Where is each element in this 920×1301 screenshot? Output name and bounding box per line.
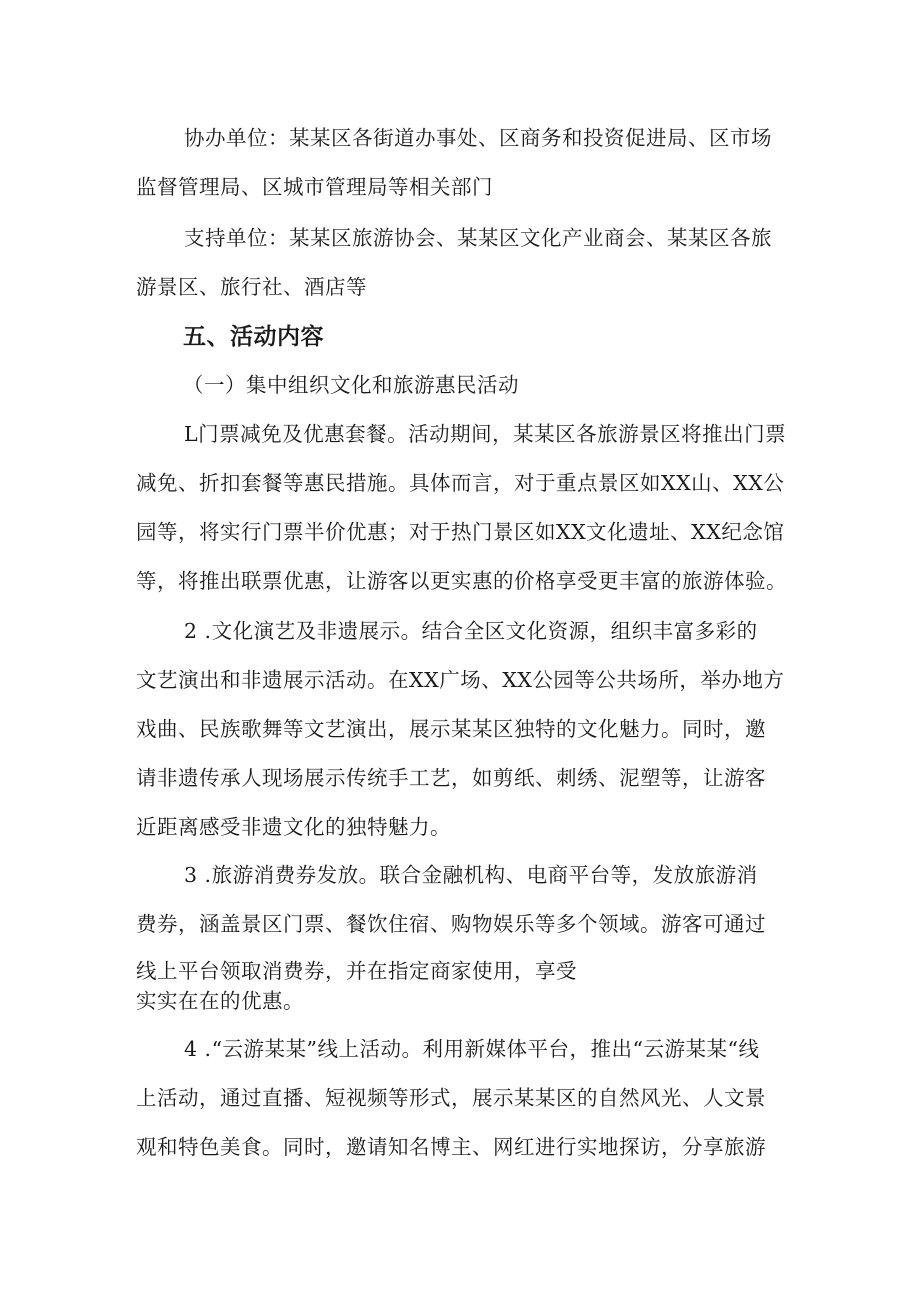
item2-line-4: 请非遗传承人现场展示传统手工艺，如剪纸、刺绣、泥塑等，让游客 [136,766,766,790]
item3-line-2: 费券，涵盖景区门票、餐饮住宿、购物娱乐等多个领域。游客可通过 [136,912,766,936]
item1-line-4: 等，将推出联票优惠，让游客以更实惠的价格享受更丰富的旅游体验。 [136,569,787,593]
item2-line-3: 戏曲、民族歌舞等文艺演出，展示某某区独特的文化魅力。同时，邀 [136,717,766,741]
subsection-heading: （一）集中组织文化和旅游惠民活动 [183,373,519,397]
supporter-line-1: 支持单位：某某区旅游协会、某某区文化产业商会、某某区各旅 [184,226,772,250]
co-organizer-line-2: 监督管理局、区城市管理局等相关部门 [136,175,493,199]
item3-line-4: 实实在在的优惠。 [136,989,304,1013]
item1-line-1: L门票减免及优惠套餐。活动期间，某某区各旅游景区将推出门票 [184,422,787,446]
supporter-line-2: 游景区、旅行社、酒店等 [136,275,367,299]
item1-line-3: 园等，将实行门票半价优惠；对于热门景区如XX文化遗址、XX纪念馆 [136,520,785,544]
item4-line-2: 上活动，通过直播、短视频等形式，展示某某区的自然风光、人文景 [136,1086,766,1110]
item3-line-3: 线上平台领取消费券，并在指定商家使用，享受 [136,959,577,983]
item2-line-5: 近距离感受非遗文化的独特魅力。 [136,815,451,839]
section-heading: 五、活动内容 [183,324,324,350]
item4-line-3: 观和特色美食。同时，邀请知名博主、网红进行实地探访，分享旅游 [136,1135,766,1159]
item2-line-2: 文艺演出和非遗展示活动。在XX广场、XX公园等公共场所，举办地方 [136,668,785,692]
item2-line-1: 2 .文化演艺及非遗展示。结合全区文化资源，组织丰富多彩的 [184,619,758,643]
item3-line-1: 3 .旅游消费券发放。联合金融机构、电商平台等，发放旅游消 [184,863,758,887]
item1-line-2: 减免、折扣套餐等惠民措施。具体而言，对于重点景区如XX山、XX公 [136,471,785,495]
item4-line-1: 4 .“云游某某”线上活动。利用新媒体平台，推出“云游某某“线 [184,1037,760,1061]
co-organizer-line-1: 协办单位：某某区各街道办事处、区商务和投资促进局、区市场 [184,126,772,150]
